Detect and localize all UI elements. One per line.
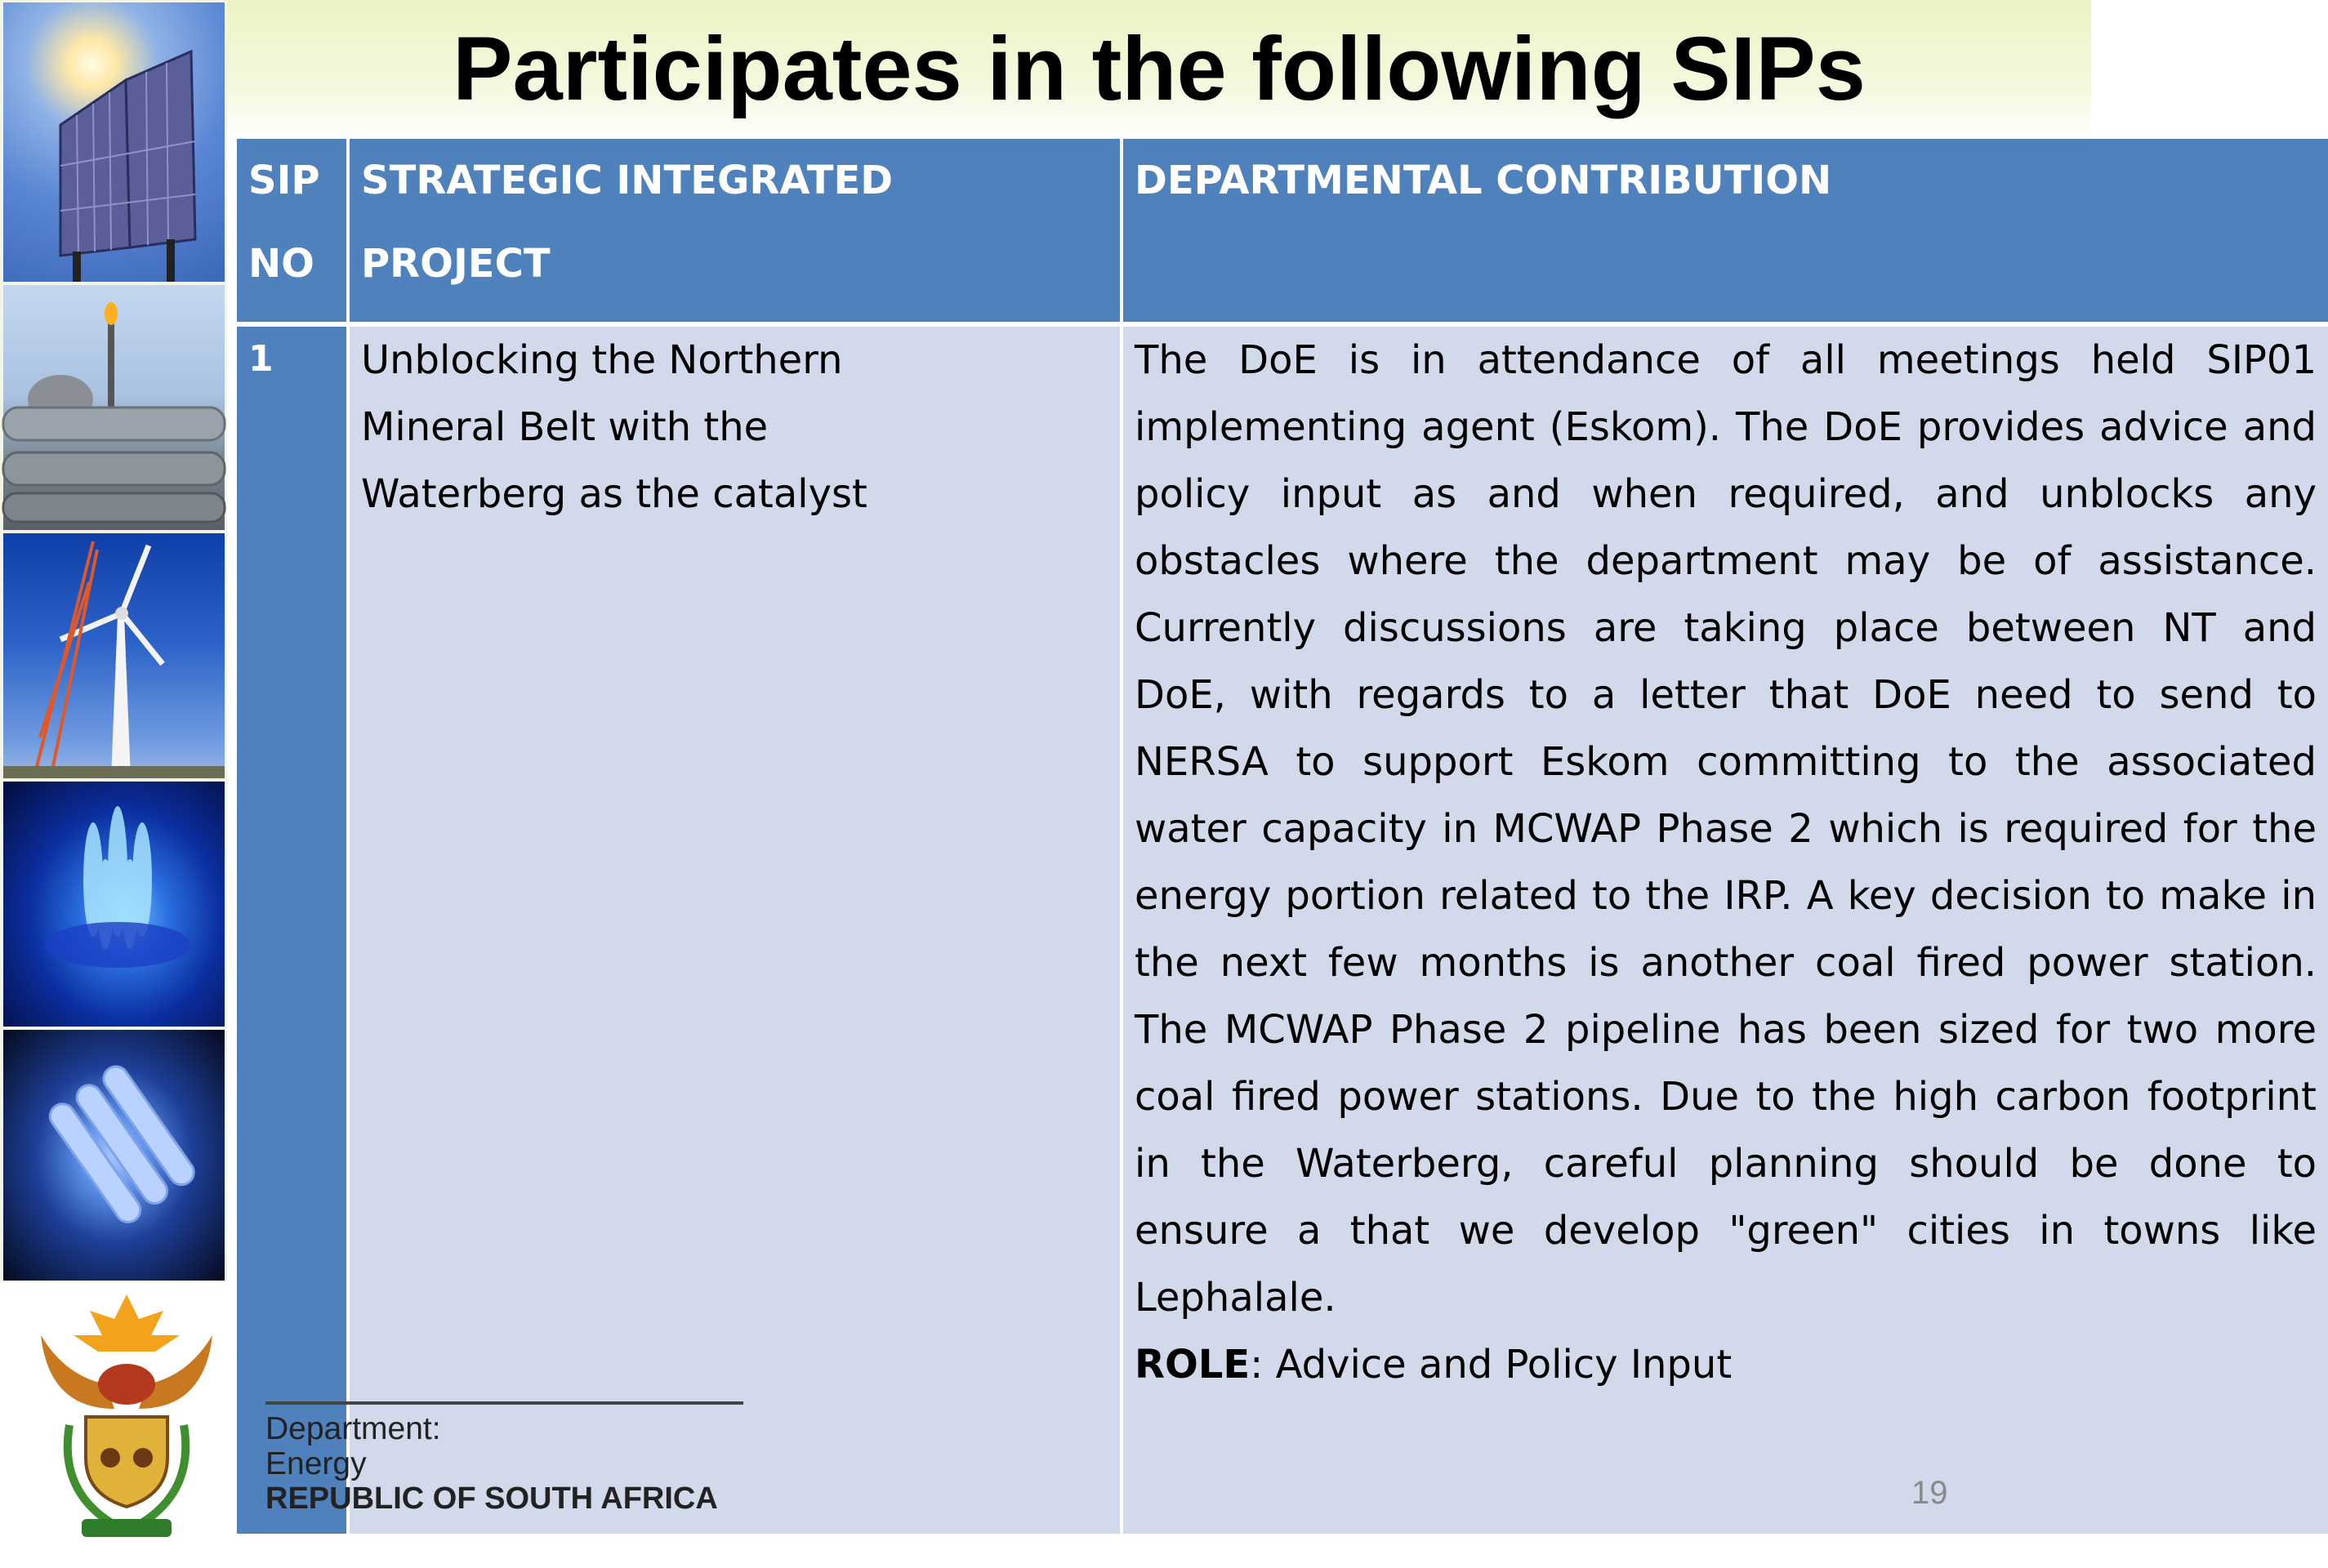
row-sip-number: 1 [237,327,346,1534]
header-sip-no-line1: SIP [248,158,320,203]
header-departmental-contribution [1123,139,2328,322]
country-name: REPUBLIC OF SOUTH AFRICA [265,1481,718,1516]
solar-panel-image [3,2,225,282]
header-strategic-project [350,139,1120,322]
row-project-name: Unblocking the Northern Mineral Belt with the Waterberg as the catalyst [350,327,1120,1534]
role-line [1135,1331,2317,1398]
sip-table [237,139,2317,1395]
department-label: Department: [265,1411,441,1446]
header-contribution-label: DEPARTMENTAL CONTRIBUTION [1135,158,1832,203]
header-sip-no [237,139,346,322]
contribution-text: The DoE is in attendance of all meetings held SIP01 implementing agent (Eskom). The DoE provides advice and policy input as and when required, and unblocks any obstacles where the department may be of assistance. Currently discussions are taking place between NT and DoE, with regards to a letter that DoE need to send to NERSA to support Eskom committing to the associated water capacity in MCWAP Phase 2 which is required for the energy portion related to the IRP. A key decision to make in the next few months is another coal fired power station. The MCWAP Phase 2 pipeline has been sized for two more coal fired power stations. Due to the high carbon footprint in the Waterberg, careful planning should be done to ensure a that we develop "green" cities in towns like Lephalale. [1135,337,2317,1321]
row-contribution [1123,327,2328,1534]
image-strip [0,0,227,1282]
header-project-line2: PROJECT [361,241,551,287]
slide-title: Participates in the following SIPs [453,19,1866,119]
page-number: 19 [1911,1475,1948,1511]
header-project-line1: STRATEGIC INTEGRATED [361,158,894,203]
coat-of-arms-logo [25,1286,229,1552]
gas-flame-image [3,782,225,1027]
gas-pipeline-image [3,285,225,530]
wind-turbine-image [3,533,225,778]
department-wordmark [265,1411,718,1517]
department-name: Energy [265,1446,367,1481]
role-label: ROLE [1135,1342,1251,1388]
role-value: : Advice and Policy Input [1250,1342,1733,1388]
light-bulb-image [3,1030,225,1281]
footer-divider [265,1401,743,1405]
header-sip-no-line2: NO [248,241,314,287]
